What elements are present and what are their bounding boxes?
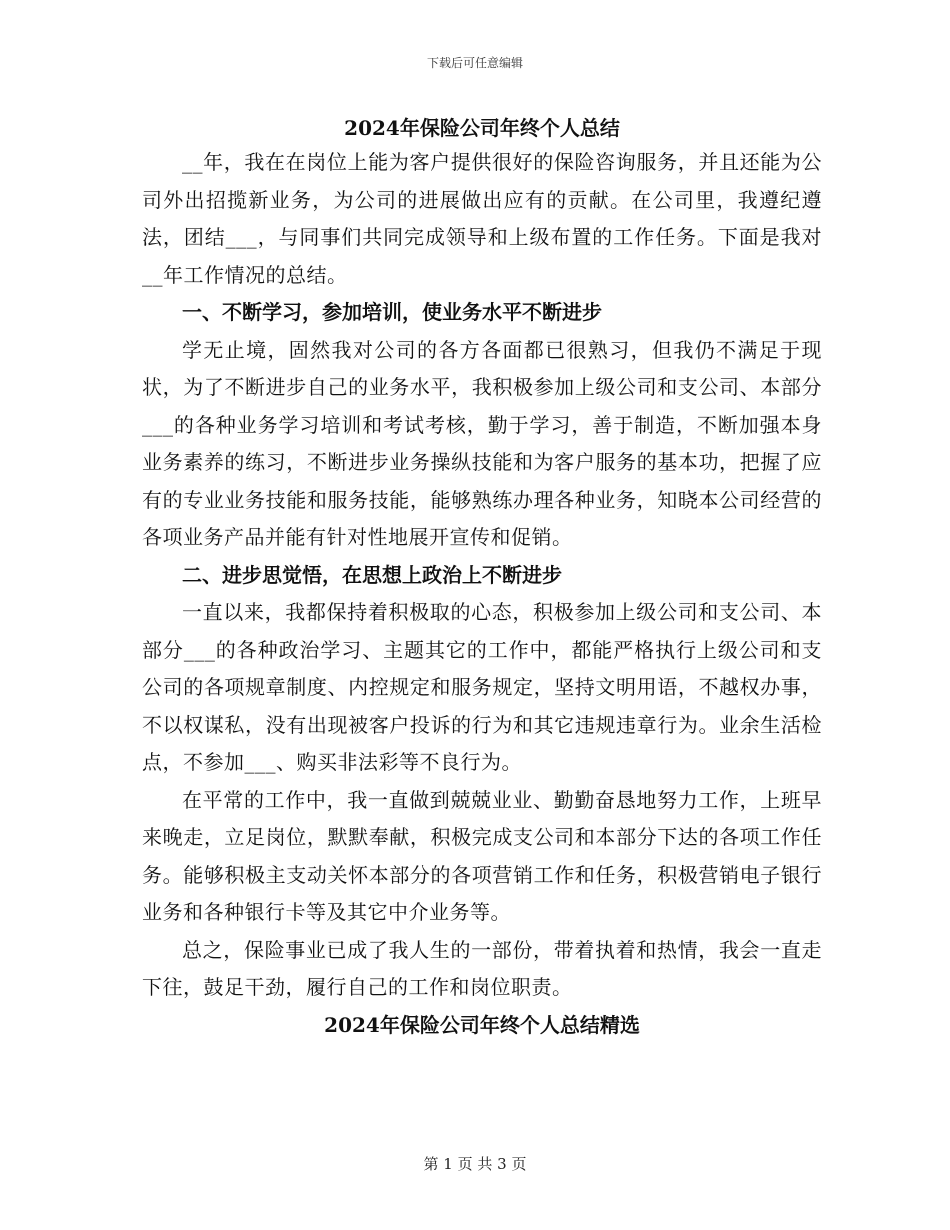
section2-paragraph-2: 在平常的工作中，我一直做到兢兢业业、勤勤奋恳地努力工作，上班早来晚走，立足岗位，默默奉献，积极完成支公司和本部分下达的各项工作任务。能够积极主支动关怀本部分的各项营销工作和任务，积极营销电子银行业务和各种银行卡等及其它中介业务等。 — [142, 787, 822, 924]
section1-paragraph: 学无止境，固然我对公司的各方各面都已很熟习，但我仍不满足于现状，为了不断进步自己的业务水平，我积极参加上级公司和支公司、本部分___的各种业务学习培训和考试考核，勤于学习，善于制造，不断加强本身业务素养的练习，不断进步业务操纵技能和为客户服务的基本功，把握了应有的专业业务技能和服务技能，能够熟练办理各种业务，知晓本公司经营的各项业务产品并能有针对性地展开宣传和促销。 — [142, 337, 822, 549]
section2-paragraph-3: 总之，保险事业已成了我人生的一部份，带着执着和热情，我会一直走下往，鼓足干劲，履行自己的工作和岗位职责。 — [142, 937, 822, 999]
second-title: 2024年保险公司年终个人总结精选 — [324, 1012, 640, 1037]
section2-paragraph-1: 一直以来，我都保持着积极取的心态，积极参加上级公司和支公司、本部分___的各种政治学习、主题其它的工作中，都能严格执行上级公司和支公司的各项规章制度、内控规定和服务规定，坚持文明用语，不越权办事，不以权谋私，没有出现被客户投诉的行为和其它违规违章行为。业余生活检点，不参加___、购买非法彩等不良行为。 — [142, 600, 822, 774]
header-note: 下载后可任意编辑 — [426, 56, 523, 70]
document-title: 2024年保险公司年终个人总结 — [344, 116, 620, 140]
section1-heading: 一、不断学习，参加培训，使业务水平不断进步 — [182, 300, 602, 324]
intro-paragraph: __年，我在在岗位上能为客户提供很好的保险咨询服务，并且还能为公司外出招揽新业务，为公司的进展做出应有的贡献。在公司里，我遵纪遵法，团结___，与同事们共同完成领导和上级布置的工作任务。下面是我对__年工作情况的总结。 — [142, 150, 822, 287]
section2-heading: 二、进步思觉悟，在思想上政治上不断进步 — [182, 562, 562, 587]
document-body — [142, 112, 822, 1044]
page-footer: 第 1 页 共 3 页 — [423, 1155, 527, 1173]
